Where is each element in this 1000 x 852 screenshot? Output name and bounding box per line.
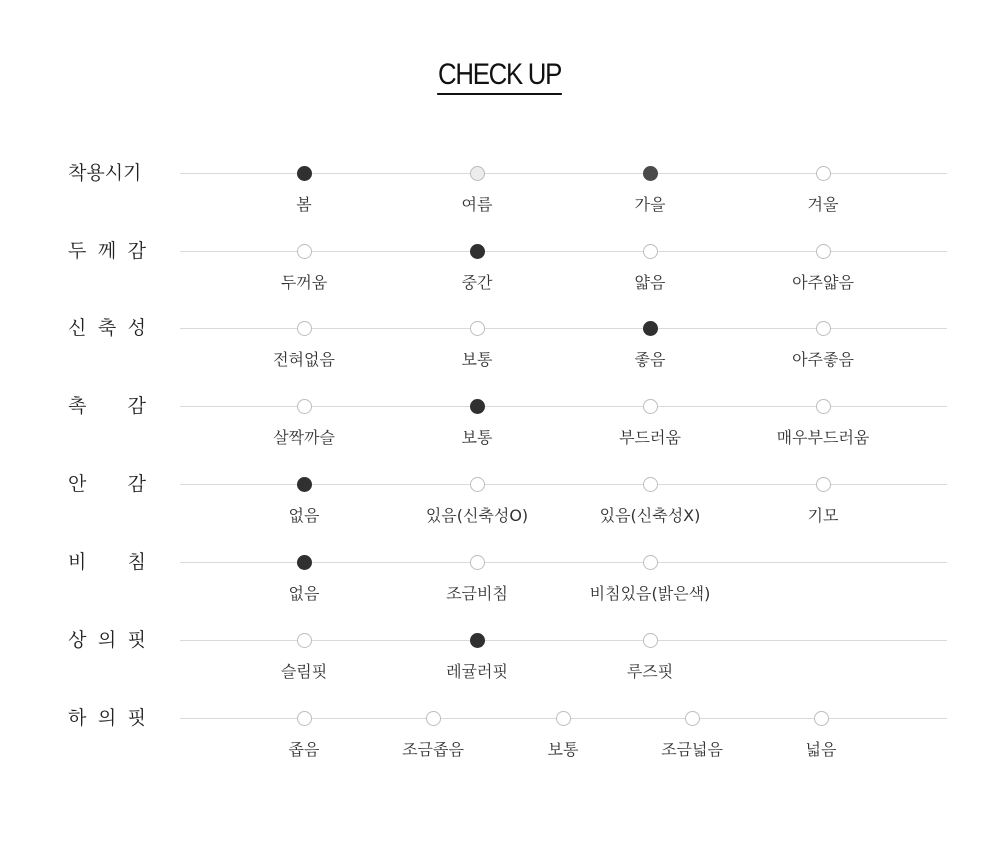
option-dot (556, 711, 571, 726)
option-dot-selected (297, 166, 312, 181)
row-bottom-fit (0, 707, 1000, 778)
option-dot (297, 244, 312, 259)
option-label: 레귤러핏 (446, 662, 508, 681)
option-dot (643, 244, 658, 259)
row-see-through (0, 551, 1000, 622)
option-label: 중간 (461, 273, 493, 292)
option-dot (426, 711, 441, 726)
row-texture (0, 395, 1000, 466)
row-label (68, 395, 146, 417)
scale-line (180, 328, 947, 329)
row-label (68, 240, 146, 262)
option-label: 부드러움 (619, 428, 681, 447)
option-label: 봄 (296, 195, 312, 214)
scale-line (180, 484, 947, 485)
row-label-text: 하 (68, 707, 87, 729)
row-label-text: 께 (97, 240, 117, 262)
option-label: 조금좁음 (402, 740, 464, 759)
row-label-text: 성 (127, 317, 146, 339)
option-label: 아주좋음 (792, 350, 854, 369)
checkup-title-wrap (0, 58, 1000, 95)
option-dot-selected (470, 399, 485, 414)
row-label-text: 감 (127, 473, 146, 495)
scale-line (180, 251, 947, 252)
option-label: 보통 (461, 428, 493, 447)
option-dot (643, 633, 658, 648)
option-dot (816, 321, 831, 336)
option-label: 좁음 (288, 740, 320, 759)
option-label: 겨울 (807, 195, 839, 214)
option-dot (643, 555, 658, 570)
option-dot-selected (470, 633, 485, 648)
row-wear-season (0, 162, 1000, 233)
row-label-text: 안 (68, 473, 87, 495)
option-label: 여름 (461, 195, 493, 214)
option-label: 조금비침 (446, 584, 508, 603)
option-label: 보통 (547, 740, 579, 759)
row-label (68, 629, 146, 651)
row-label-text: 핏 (127, 629, 146, 651)
option-dot-selected (297, 555, 312, 570)
option-label: 없음 (288, 584, 320, 603)
option-label: 좋음 (634, 350, 666, 369)
option-label: 루즈핏 (626, 662, 674, 681)
row-label-text: 비 (68, 551, 87, 573)
row-label-text: 촉 (68, 395, 87, 417)
option-dot-selected (470, 166, 485, 181)
option-label: 두꺼움 (280, 273, 328, 292)
option-dot (643, 477, 658, 492)
row-label (68, 162, 146, 184)
option-dot-selected (643, 166, 658, 181)
row-label-text: 침 (127, 551, 146, 573)
row-label (68, 473, 146, 495)
option-dot (470, 477, 485, 492)
option-label: 전혀없음 (273, 350, 335, 369)
scale-line (180, 562, 947, 563)
option-label: 얇음 (634, 273, 666, 292)
row-label-text: 핏 (127, 707, 146, 729)
row-label-text: 상 (68, 629, 87, 651)
row-label (68, 707, 146, 729)
option-dot (685, 711, 700, 726)
row-label-text: 착용시기 (68, 162, 142, 184)
row-lining (0, 473, 1000, 544)
option-label: 보통 (461, 350, 493, 369)
option-dot (816, 477, 831, 492)
option-dot (816, 244, 831, 259)
page-title: CHECK UP (438, 58, 563, 95)
row-label-text: 감 (127, 240, 146, 262)
option-label: 없음 (288, 506, 320, 525)
scale-line (180, 406, 947, 407)
row-thickness (0, 240, 1000, 311)
option-dot (814, 711, 829, 726)
option-label: 살짝까슬 (273, 428, 335, 447)
option-dot (297, 711, 312, 726)
option-label: 아주얇음 (792, 273, 854, 292)
row-label-text: 의 (97, 629, 117, 651)
option-dot-selected (297, 477, 312, 492)
option-dot-selected (643, 321, 658, 336)
option-label: 슬림핏 (280, 662, 328, 681)
row-label (68, 317, 146, 339)
row-label-text: 신 (68, 317, 87, 339)
row-label-text: 축 (97, 317, 117, 339)
option-dot (816, 399, 831, 414)
option-label: 가을 (634, 195, 666, 214)
row-label (68, 551, 146, 573)
option-label: 매우부드러움 (776, 428, 870, 447)
row-label-text: 의 (97, 707, 117, 729)
row-label-text: 두 (68, 240, 87, 262)
option-label: 넓음 (805, 740, 837, 759)
row-top-fit (0, 629, 1000, 700)
option-dot (816, 166, 831, 181)
option-label: 조금넓음 (661, 740, 723, 759)
option-label: 기모 (807, 506, 839, 525)
option-dot (470, 555, 485, 570)
scale-line (180, 640, 947, 641)
option-dot (297, 399, 312, 414)
option-dot (297, 633, 312, 648)
row-elasticity (0, 317, 1000, 388)
option-label: 있음(신축성X) (599, 506, 701, 525)
option-dot (297, 321, 312, 336)
option-label: 비침있음(밝은색) (589, 584, 711, 603)
option-dot (643, 399, 658, 414)
scale-line (180, 173, 947, 174)
option-dot-selected (470, 244, 485, 259)
option-label: 있음(신축성O) (425, 506, 529, 525)
row-label-text: 감 (127, 395, 146, 417)
option-dot (470, 321, 485, 336)
